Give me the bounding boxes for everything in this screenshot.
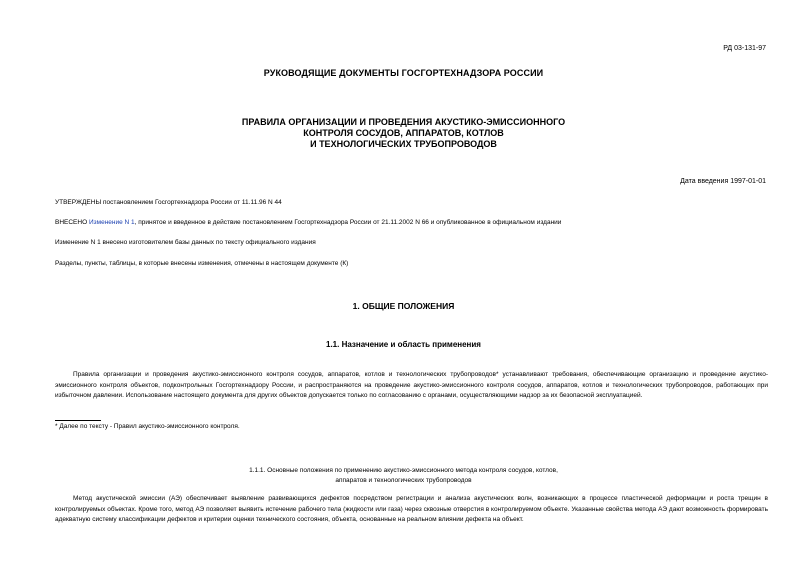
- paragraph-purpose: Правила организации и проведения акустико-эмиссионного контроля сосудов, аппаратов, котлов и технологических трубопроводов* устанавливают требования, обеспечивающие организацию и проведение акустико-эмиссионного контроля объектов, подконтрольных Госгортехнадзору России, и распространяются на проведение акустико-эмиссионного контроля сосудов, аппаратов, котлов и технологических трубопроводов, работающих при избыточном давлении. Использование настоящего документа для других объектов допускается только по согласованию с органами, осуществляющими надзор за их безопасной эксплуатацией.: [55, 371, 768, 399]
- document-title-line-2: КОНТРОЛЯ СОСУДОВ, АППАРАТОВ, КОТЛОВ: [303, 128, 504, 138]
- change-note: Изменение N 1 внесено изготовителем базы данных по тексту официального издания: [55, 239, 316, 246]
- header-title: РУКОВОДЯЩИЕ ДОКУМЕНТЫ ГОСГОРТЕХНАДЗОРА РОССИИ: [263, 68, 544, 78]
- clause-title-line-2: аппаратов и технологических трубопроводов: [335, 477, 472, 484]
- document-code: РД 03-131-97: [723, 45, 766, 52]
- sections-note: Разделы, пункты, таблицы, в которые внесены изменения, отмечены в настоящем документе (К): [55, 260, 349, 267]
- clause-title-line-1: 1.1.1. Основные положения по применению акустико-эмиссионного метода контроля сосудов, котлов,: [249, 467, 558, 474]
- amended-suffix: , принятое и введенное в действие постановлением Госгортехнадзора России от 21.11.2002 N 66 и опубликованное в официальном издании: [134, 219, 562, 226]
- introduction-date: Дата введения 1997-01-01: [680, 178, 766, 185]
- subsection-title: 1.1. Назначение и область применения: [326, 340, 481, 349]
- clause-title: [0, 466, 807, 486]
- section-title: 1. ОБЩИЕ ПОЛОЖЕНИЯ: [352, 301, 455, 311]
- footnote: * Далее по тексту - Правил акустико-эмиссионного контроля.: [55, 423, 240, 430]
- amended-note: [55, 219, 561, 226]
- document-title: [0, 117, 807, 150]
- footnote-divider: [55, 420, 101, 421]
- amendment-link[interactable]: Изменение N 1: [88, 219, 135, 226]
- document-title-line-1: ПРАВИЛА ОРГАНИЗАЦИИ И ПРОВЕДЕНИЯ АКУСТИКО-ЭМИССИОННОГО: [241, 117, 566, 127]
- amended-prefix: ВНЕСЕНО: [55, 219, 89, 226]
- approved-note: УТВЕРЖДЕНЫ постановлением Госгортехнадзора России от 11.11.96 N 44: [55, 199, 282, 206]
- paragraph-method: Метод акустической эмиссии (АЭ) обеспечивает выявление развивающихся дефектов посредством регистрации и анализа акустических волн, возникающих в процессе пластической деформации и роста трещин в контролируемых объектах. Кроме того, метод АЭ позволяет выявить истечение рабочего тела (жидкости или газа) через сквозные отверстия в контролируемом объекте. Указанные свойства метода АЭ дают возможность формировать адекватную систему классификации дефектов и критерии оценки технического состояния, объекта, основанные на реальном влиянии дефекта на объект.: [55, 495, 768, 523]
- document-title-line-3: И ТЕХНОЛОГИЧЕСКИХ ТРУБОПРОВОДОВ: [310, 139, 497, 149]
